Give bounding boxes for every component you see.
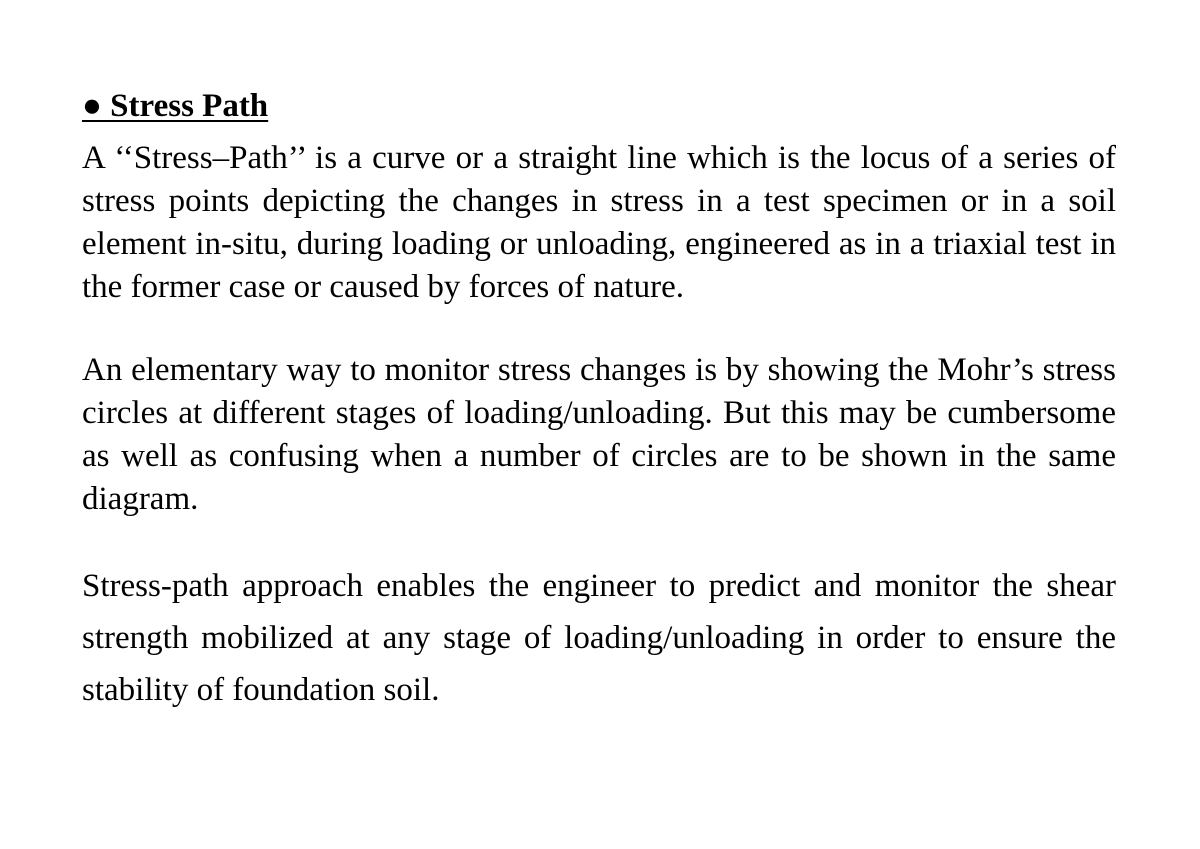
section-heading: ● Stress Path	[82, 88, 269, 124]
paragraph-mohr-circles: An elementary way to monitor stress changes is by showing the Mohr’s stress circles at different stages of loading/unloading. But this may be cumbersome as well as confusing when a number of circles are to be shown in the same diagram.	[82, 352, 1116, 517]
paragraph-definition: A ‘‘Stress–Path’’ is a curve or a straight line which is the locus of a series of stress points depicting the changes in stress in a test specimen or in a soil element in-situ, during loading or unloading, engineered as in a triaxial test in the former case or caused by forces of nature.	[82, 140, 1116, 305]
paragraph-stress-path-approach: Stress-path approach enables the engineer to predict and monitor the shear strength mobilized at any stage of loading/unloading in order to ensure the stability of foundation soil.	[82, 568, 1116, 708]
